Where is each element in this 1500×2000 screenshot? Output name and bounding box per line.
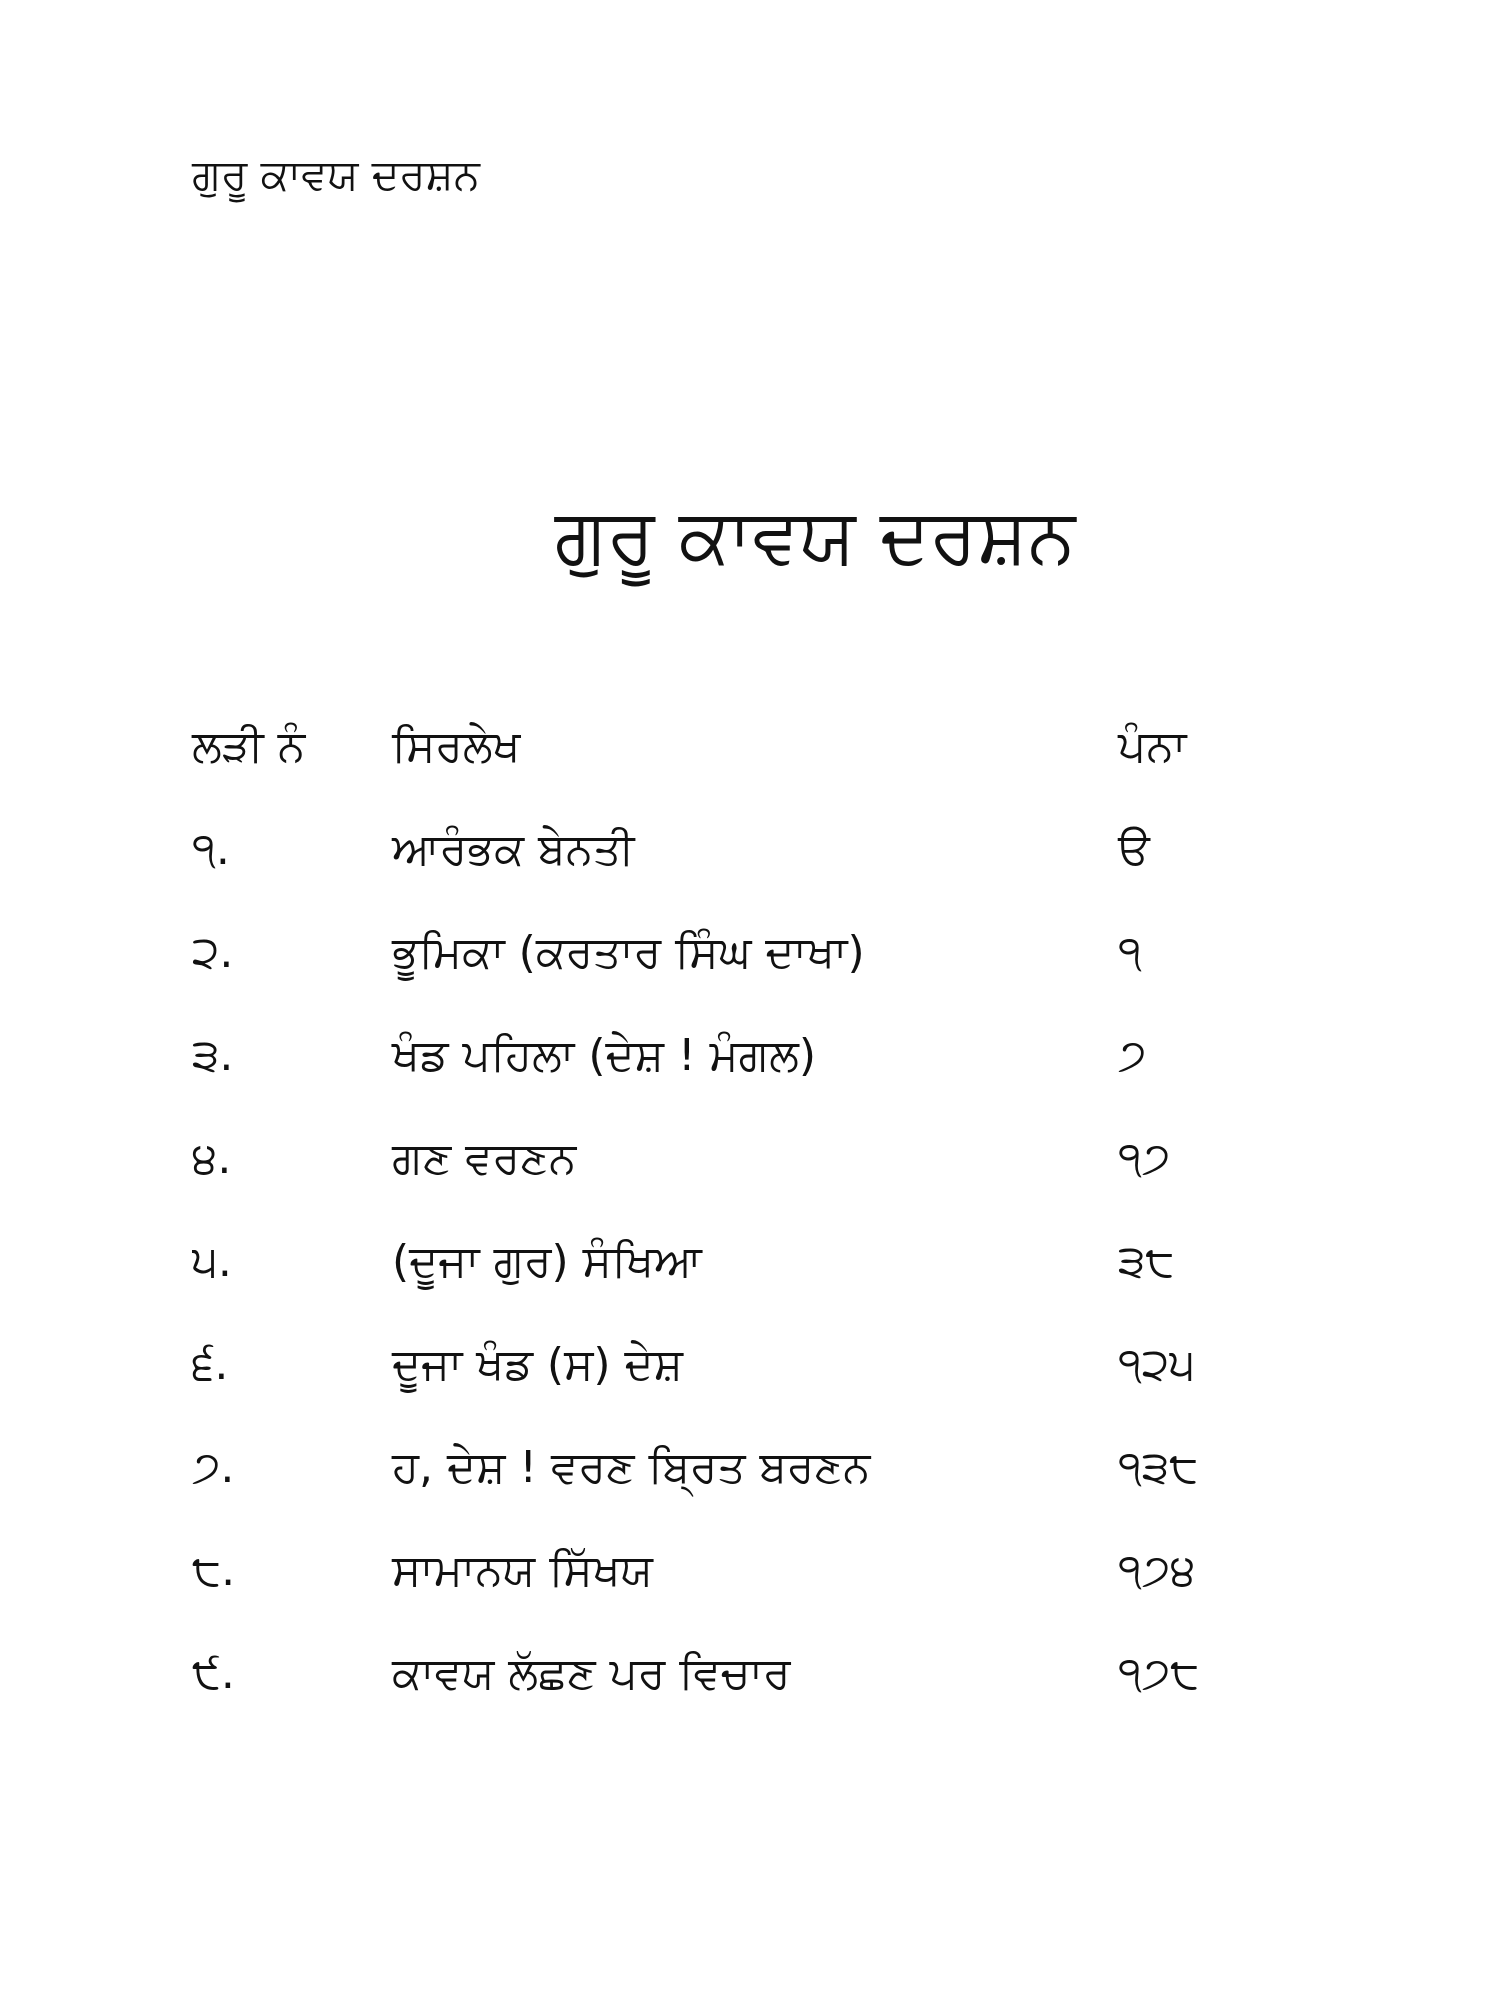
toc-row-title: ਹ, ਦੇਸ਼ ! ਵਰਣ ਬ੍ਰਿਤ ਬਰਣਨ <box>392 1442 871 1493</box>
toc-row-page: ੧੭੮ <box>1118 1648 1200 1699</box>
toc-row <box>192 1330 1352 1433</box>
toc-row-title: ਗਣ ਵਰਣਨ <box>392 1133 577 1184</box>
toc-row-title: ਭੂਮਿਕਾ (ਕਰਤਾਰ ਸਿੰਘ ਦਾਖਾ) <box>392 927 865 978</box>
toc-header-number: ਲੜੀ ਨੰ <box>192 721 306 772</box>
toc-row-number: ੫. <box>192 1236 232 1287</box>
toc-row-page: ੧੭ <box>1118 1133 1171 1184</box>
running-header: ਗੁਰੂ ਕਾਵਯ ਦਰਸ਼ਨ <box>192 150 480 199</box>
toc-row-title: ਕਾਵਯ ਲੱਛਣ ਪਰ ਵਿਚਾਰ <box>392 1648 791 1699</box>
toc-row-page: ੧੭੪ <box>1118 1545 1196 1596</box>
toc-row-number: ੨. <box>192 927 234 978</box>
toc-row-number: ੬. <box>192 1339 229 1390</box>
page-title: ਗੁਰੂ ਕਾਵਯ ਦਰਸ਼ਨ <box>554 491 1076 580</box>
toc-header-title: ਸਿਰਲੇਖ <box>392 721 521 772</box>
toc-row <box>192 1433 1352 1536</box>
toc-row-number: ੭. <box>192 1442 235 1493</box>
toc-row-page: ੧ <box>1118 927 1142 978</box>
toc-row <box>192 1227 1352 1330</box>
toc-row-page: ੳ <box>1118 824 1150 875</box>
toc-row <box>192 918 1352 1021</box>
toc-row-page: ੩੮ <box>1118 1236 1175 1287</box>
toc-row <box>192 1536 1352 1639</box>
toc-row-number: ੯. <box>192 1648 235 1699</box>
toc-row-number: ੮. <box>192 1545 236 1596</box>
toc-row <box>192 1124 1352 1227</box>
toc-row-number: ੪. <box>192 1133 232 1184</box>
toc-row-page: ੭ <box>1118 1030 1147 1081</box>
toc-row-title: ਦੂਜਾ ਖੰਡ (ਸ) ਦੇਸ਼ <box>392 1339 683 1390</box>
toc-row-number: ੧. <box>192 824 230 875</box>
toc-row-title: ਖੰਡ ਪਹਿਲਾ (ਦੇਸ਼ ! ਮੰਗਲ) <box>392 1030 817 1081</box>
toc-row-title: (ਦੂਜਾ ਗੁਰ) ਸੰਖਿਆ <box>392 1236 702 1287</box>
toc-row-number: ੩. <box>192 1030 234 1081</box>
toc-row-title: ਆਰੰਭਕ ਬੇਨਤੀ <box>392 824 635 875</box>
toc-row <box>192 1021 1352 1124</box>
toc-row-page: ੧੨੫ <box>1118 1339 1196 1390</box>
toc-row <box>192 1639 1352 1742</box>
toc-row <box>192 815 1352 918</box>
toc-header-row <box>192 712 1352 815</box>
toc-header-page: ਪੰਨਾ <box>1118 721 1187 772</box>
toc-row-title: ਸਾਮਾਨਯ ਸਿੱਖਯ <box>392 1545 653 1596</box>
table-of-contents <box>192 712 1352 1742</box>
toc-row-page: ੧੩੮ <box>1118 1442 1199 1493</box>
